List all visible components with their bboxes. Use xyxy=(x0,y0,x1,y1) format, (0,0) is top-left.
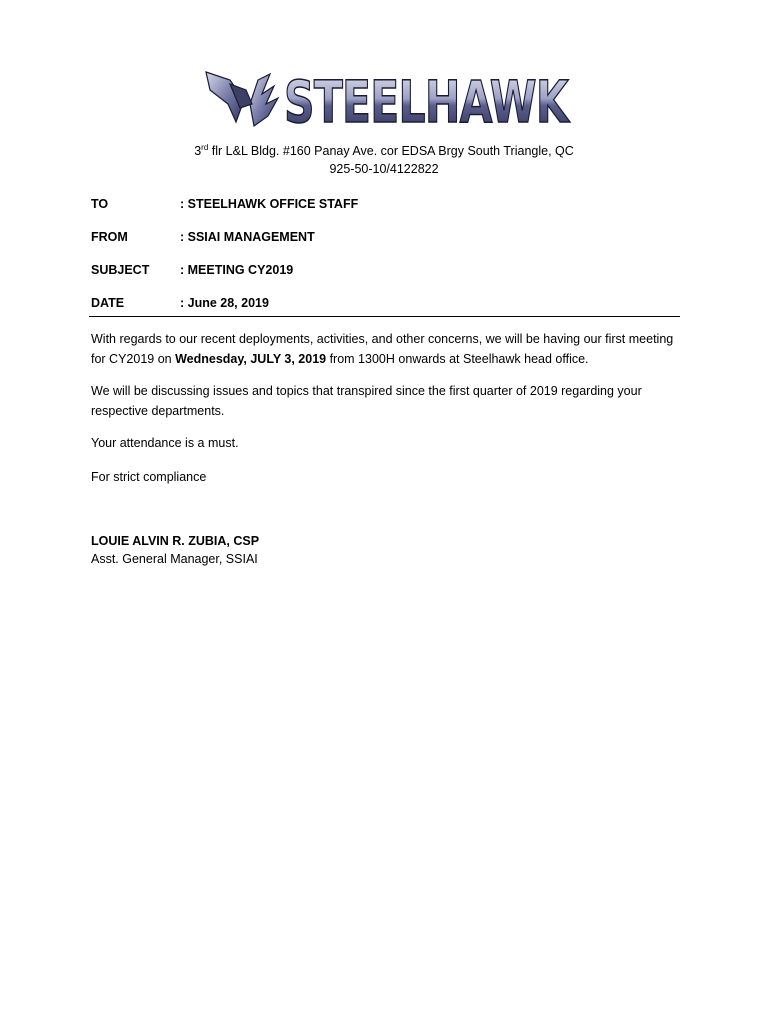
steelhawk-logo xyxy=(200,64,572,136)
to-value: : STEELHAWK OFFICE STAFF xyxy=(180,197,359,211)
body-paragraph-1: With regards to our recent deployments, activities, and other concerns, we will be having our first meeting for CY2019 on Wednesday, JULY 3, 2019 from 1300H onwards at Steelhawk head office. xyxy=(91,332,674,366)
to-field xyxy=(91,196,358,212)
subject-value: : MEETING CY2019 xyxy=(180,263,294,277)
header-divider xyxy=(89,316,680,317)
date-field xyxy=(91,295,269,311)
subject-field xyxy=(91,262,293,278)
signatory-name: LOUIE ALVIN R. ZUBIA, CSP xyxy=(91,534,260,548)
address-line-1: 3rd flr L&L Bldg. #160 Panay Ave. cor EDSA Brgy South Triangle, QC xyxy=(194,142,574,158)
signatory-title: Asst. General Manager, SSIAI xyxy=(91,552,258,566)
date-value: : June 28, 2019 xyxy=(180,296,269,310)
address-line-2: 925-50-10/4122822 xyxy=(329,162,439,176)
body-paragraph-2: We will be discussing issues and topics that transpired since the first quarter of 2019 regarding your respective departments. xyxy=(91,384,642,418)
from-value: : SSIAI MANAGEMENT xyxy=(180,230,315,244)
from-label: FROM xyxy=(91,230,128,244)
date-label: DATE xyxy=(91,296,125,310)
from-field xyxy=(91,229,315,245)
steelhawk-wordmark: STEELHAWK xyxy=(284,68,571,136)
to-label: TO xyxy=(91,197,109,211)
hawk-emblem-icon xyxy=(206,72,278,126)
body-paragraph-4: For strict compliance xyxy=(91,470,207,484)
meeting-date-emphasis: Wednesday, JULY 3, 2019 xyxy=(175,352,327,366)
subject-label: SUBJECT xyxy=(91,263,150,277)
body-paragraph-3: Your attendance is a must. xyxy=(91,436,239,450)
